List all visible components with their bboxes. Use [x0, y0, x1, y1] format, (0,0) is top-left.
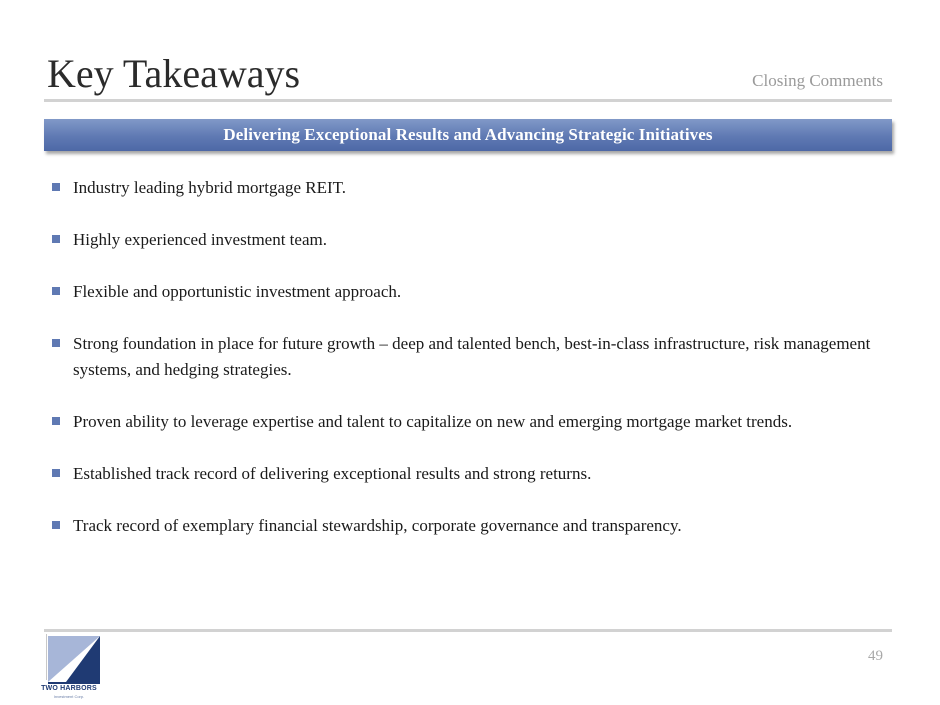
logo-name: TWO HARBORS [41, 685, 97, 692]
list-item [50, 175, 900, 201]
list-item-text: Proven ability to leverage expertise and talent to capitalize on new and emerging mortgage market trends. [73, 412, 793, 431]
list-item [50, 331, 900, 383]
takeaways-list [50, 175, 900, 565]
list-item-text: Established track record of delivering exceptional results and strong returns. [73, 464, 592, 483]
sail-logo-icon [34, 632, 104, 686]
list-item [50, 227, 900, 253]
list-item-text: Flexible and opportunistic investment approach. [73, 282, 402, 301]
page-number: 49 [868, 648, 883, 664]
footer-divider [44, 629, 892, 632]
square-bullet-icon [52, 183, 60, 191]
banner-text: Delivering Exceptional Results and Advancing Strategic Initiatives [223, 125, 713, 144]
list-item [50, 279, 900, 305]
header-divider [44, 99, 892, 102]
square-bullet-icon [52, 287, 60, 295]
list-item-text: Industry leading hybrid mortgage REIT. [73, 178, 347, 197]
subtitle-banner [44, 119, 892, 151]
list-item [50, 461, 900, 487]
list-item-text: Strong foundation in place for future growth – deep and talented bench, best-in-class infrastructure, risk management systems, and hedging strategies. [73, 334, 871, 379]
company-logo [34, 632, 104, 702]
square-bullet-icon [52, 235, 60, 243]
list-item-text: Highly experienced investment team. [73, 230, 327, 249]
square-bullet-icon [52, 339, 60, 347]
list-item-text: Track record of exemplary financial stewardship, corporate governance and transparency. [73, 516, 682, 535]
section-label: Closing Comments [752, 71, 883, 90]
list-item [50, 409, 900, 435]
logo-subtitle: Investment Corp. [53, 694, 85, 699]
square-bullet-icon [52, 469, 60, 477]
square-bullet-icon [52, 521, 60, 529]
square-bullet-icon [52, 417, 60, 425]
list-item [50, 513, 900, 539]
page-title: Key Takeaways [47, 51, 301, 96]
